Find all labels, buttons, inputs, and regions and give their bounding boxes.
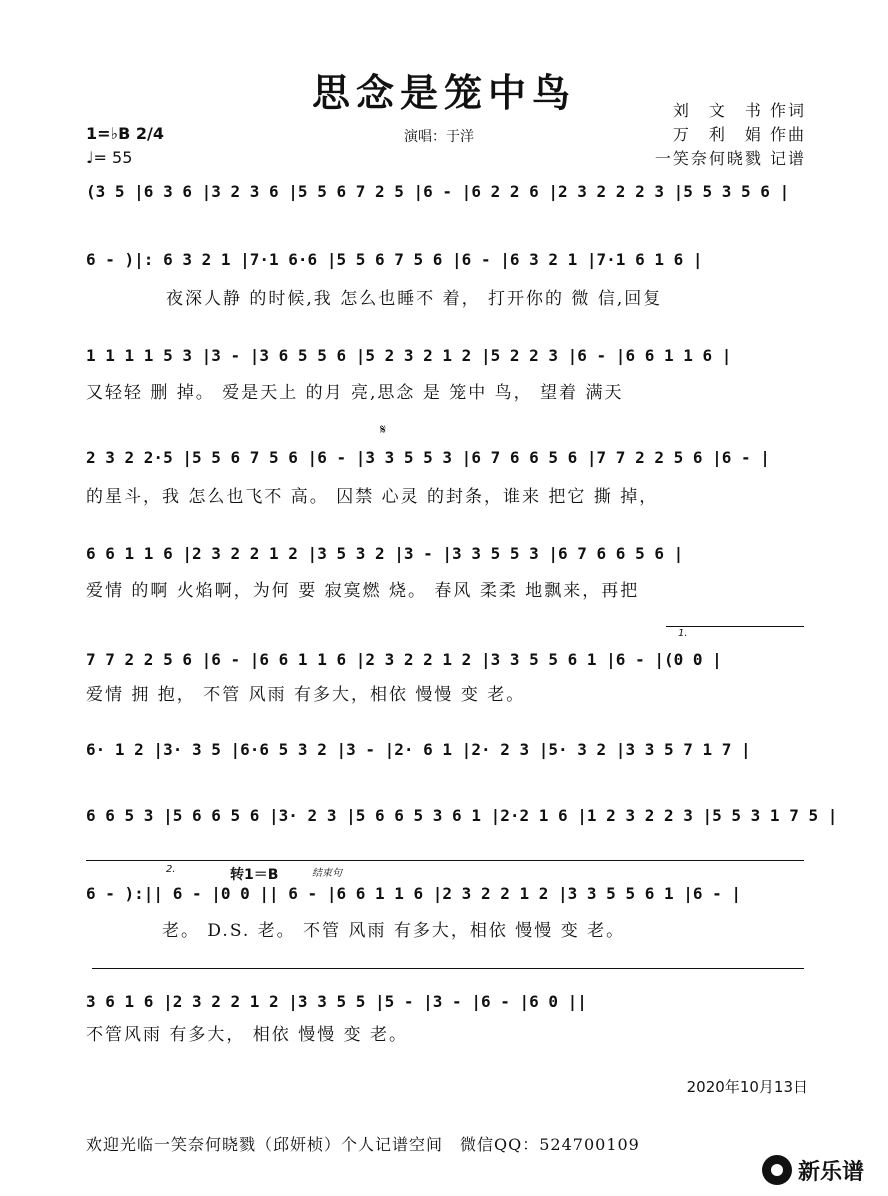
composer-credit: 万 利 娟 作曲 [672,125,806,144]
lyric-line: 的星斗，我 怎么也飞不 高。 囚禁 心灵 的封条，谁来 把它 撕 掉， [86,487,659,507]
music-line: 3 6 1 6 |2 3 2 2 1 2 |3 3 5 5 |5 - |3 - |6 - |6 0 || [86,992,587,1011]
music-line: 6 6 1 1 6 |2 3 2 2 1 2 |3 5 3 2 |3 - |3 3 5 5 3 |6 7 6 6 5 6 | [86,544,684,563]
page-title: 思念是笼中鸟 [311,70,576,115]
ending-label: 结束句 [312,868,342,879]
key-signature: 1=♭B 2/4 [86,124,164,143]
singer-credit: 演唱：于洋 [404,129,474,145]
footer-text: 欢迎光临一笑奈何晓戮（邱妍桢）个人记谱空间 微信QQ：524700109 [86,1135,640,1154]
lyric-line: 老。 D.S. 老。 不管 风雨 有多大，相依 慢慢 变 老。 [162,921,626,941]
lyric-line: 夜深人静 的时候,我 怎么也睡不 着， 打开你的 微 信,回复 [166,289,663,309]
volta-1-label: 1. [678,628,688,639]
music-line: 6 - )|: 6 3 2 1 |7·1 6·6 |5 5 6 7 5 6 |6 - |6 3 2 1 |7·1 6 1 6 | [86,250,703,269]
music-line: 1 1 1 1 5 3 |3 - |3 6 5 5 6 |5 2 3 2 1 2 |5 2 2 3 |6 - |6 6 1 1 6 | [86,346,732,365]
music-line: (3 5 |6 3 6 |3 2 3 6 |5 5 6 7 2 5 |6 - |6 2 2 6 |2 3 2 2 2 3 |5 5 3 5 6 | [86,182,790,201]
music-line: 6 - ):|| 6 - |0 0 || 6 - |6 6 1 1 6 |2 3 2 2 1 2 |3 3 5 5 6 1 |6 - | [86,884,742,903]
modulation-label: 转1＝B [230,867,279,883]
lyric-line: 又轻轻 删 掉。 爱是天上 的月 亮,思念 是 笼中 鸟， 望着 满天 [86,383,624,403]
music-line: 6· 1 2 |3· 3 5 |6·6 5 3 2 |3 - |2· 6 1 |2· 2 3 |5· 3 2 |3 3 5 7 1 7 | [86,740,751,759]
music-line: 6 6 5 3 |5 6 6 5 6 |3· 2 3 |5 6 6 5 3 6 1 |2·2 1 6 |1 2 3 2 2 3 |5 5 3 1 7 5 | [86,806,838,825]
volta-bracket [666,626,804,627]
site-logo [762,1152,880,1188]
music-line: 7 7 2 2 5 6 |6 - |6 6 1 1 6 |2 3 2 2 1 2 |3 3 5 5 6 1 |6 - |(0 0 | [86,650,722,669]
volta-2-label: 2. [166,864,176,875]
transcriber-credit: 一笑奈何晓戮 记谱 [654,149,806,168]
lyric-line: 不管风雨 有多大， 相依 慢慢 变 老。 [86,1025,409,1045]
music-line: 2 3 2 2·5 |5 5 6 7 5 6 |6 - |3 3 5 5 3 |6 7 6 6 5 6 |7 7 2 2 5 6 |6 - | [86,448,770,467]
tempo-marking: ♩= 55 [86,148,133,167]
logo-disc-icon [762,1155,792,1185]
lyricist-credit: 刘 文 书 作词 [672,101,806,120]
lyric-line: 爱情 拥 抱， 不管 风雨 有多大，相依 慢慢 变 老。 [86,685,526,705]
staff-rule [92,968,804,969]
transcription-date: 2020年10月13日 [686,1078,808,1096]
logo-text: 新乐谱 [798,1159,865,1185]
lyric-line: 爱情 的啊 火焰啊，为何 要 寂寞燃 烧。 春风 柔柔 地飘来，再把 [86,581,640,601]
segno-icon: 𝄋 [380,422,387,438]
staff-rule [86,860,804,861]
